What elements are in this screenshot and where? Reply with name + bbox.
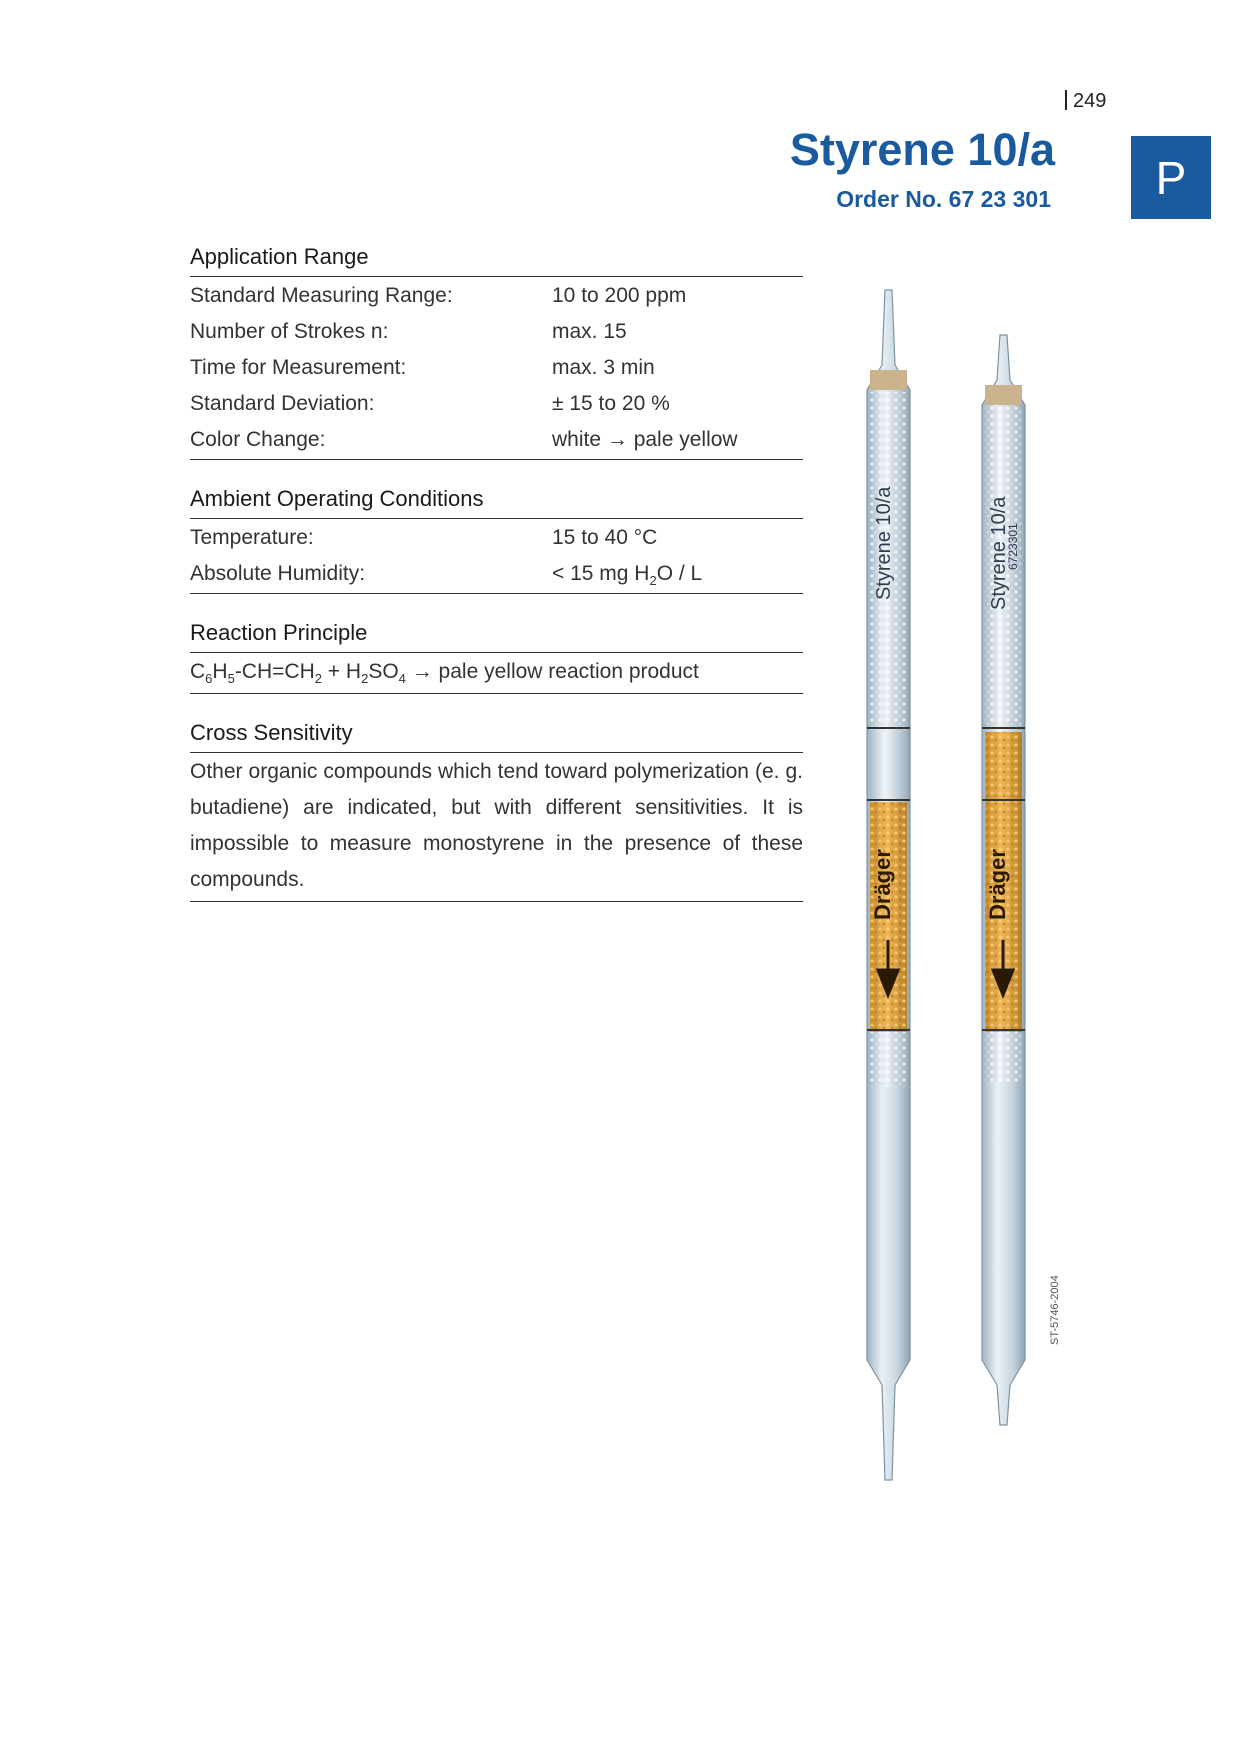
section-heading: Reaction Principle: [190, 620, 803, 653]
subscript: 2: [649, 573, 657, 588]
formula-part: -CH=CH: [234, 660, 315, 683]
spec-label: Absolute Humidity:: [190, 562, 366, 585]
order-number: Order No. 67 23 301: [836, 186, 1051, 212]
section-tab: P: [1131, 136, 1211, 219]
formula-part: C: [190, 660, 206, 683]
spec-value: 15 to 40 °C: [552, 526, 658, 549]
spec-row: [190, 350, 803, 386]
formula-part: + H: [321, 660, 362, 683]
application-range-section: [190, 244, 803, 460]
spec-row: [190, 556, 803, 592]
reaction-principle-section: [190, 620, 803, 694]
spec-label: Standard Measuring Range:: [190, 284, 453, 307]
tube-code: 6723301: [1006, 523, 1020, 570]
spec-table: [190, 519, 803, 594]
value-part: < 15 mg H: [552, 562, 650, 585]
formula-part: SO: [368, 660, 399, 683]
subscript: 5: [227, 671, 235, 686]
spec-label: Standard Deviation:: [190, 392, 375, 415]
brand-mark: Dräger: [985, 849, 1010, 920]
section-heading: Ambient Operating Conditions: [190, 486, 803, 519]
section-heading: Cross Sensitivity: [190, 720, 803, 753]
spec-label: Color Change:: [190, 428, 326, 451]
spec-value: white → pale yellow: [552, 428, 738, 451]
brand-mark: Dräger: [870, 849, 895, 920]
subscript: 2: [361, 671, 369, 686]
cross-sensitivity-text: Other organic compounds which tend toward polymerization (e. g. butadiene) are indicated, but with different sensitivities. It is impossible to measure monostyrene in the presence of these compounds.: [190, 753, 803, 902]
formula-part: H: [212, 660, 228, 683]
spec-row: [190, 278, 803, 314]
subscript: 6: [205, 671, 213, 686]
reaction-formula: [190, 653, 803, 694]
page-number: [1065, 90, 1106, 113]
cross-sensitivity-section: [190, 720, 803, 902]
spec-value: [552, 556, 803, 592]
tube-left: [867, 290, 910, 1480]
subscript: 4: [398, 671, 406, 686]
image-credit: ST-5746-2004: [1049, 1275, 1061, 1345]
spec-value: max. 15: [552, 320, 627, 343]
ambient-conditions-section: [190, 486, 803, 594]
spec-value: max. 3 min: [552, 356, 655, 379]
spec-value: 10 to 200 ppm: [552, 284, 687, 307]
page-number-divider: [1065, 90, 1067, 110]
subscript: 2: [314, 671, 322, 686]
spec-table: [190, 277, 803, 460]
main-content: [190, 244, 803, 928]
formula-part: → pale yellow reaction product: [405, 660, 699, 683]
tube-label: Styrene 10/a: [988, 496, 1010, 610]
page-number-text: 249: [1073, 90, 1107, 112]
spec-label: Time for Measurement:: [190, 356, 407, 379]
section-heading: Application Range: [190, 244, 803, 277]
spec-label: Number of Strokes n:: [190, 320, 389, 343]
spec-row: [190, 422, 803, 458]
spec-value: ± 15 to 20 %: [552, 392, 670, 415]
tube-right: [982, 335, 1025, 1425]
spec-row: [190, 386, 803, 422]
spec-label: Temperature:: [190, 526, 314, 549]
spec-row: [190, 520, 803, 556]
spec-row: [190, 314, 803, 350]
value-part: O / L: [656, 562, 703, 585]
page-title: Styrene 10/a: [789, 124, 1055, 175]
tube-label: Styrene 10/a: [873, 486, 895, 600]
